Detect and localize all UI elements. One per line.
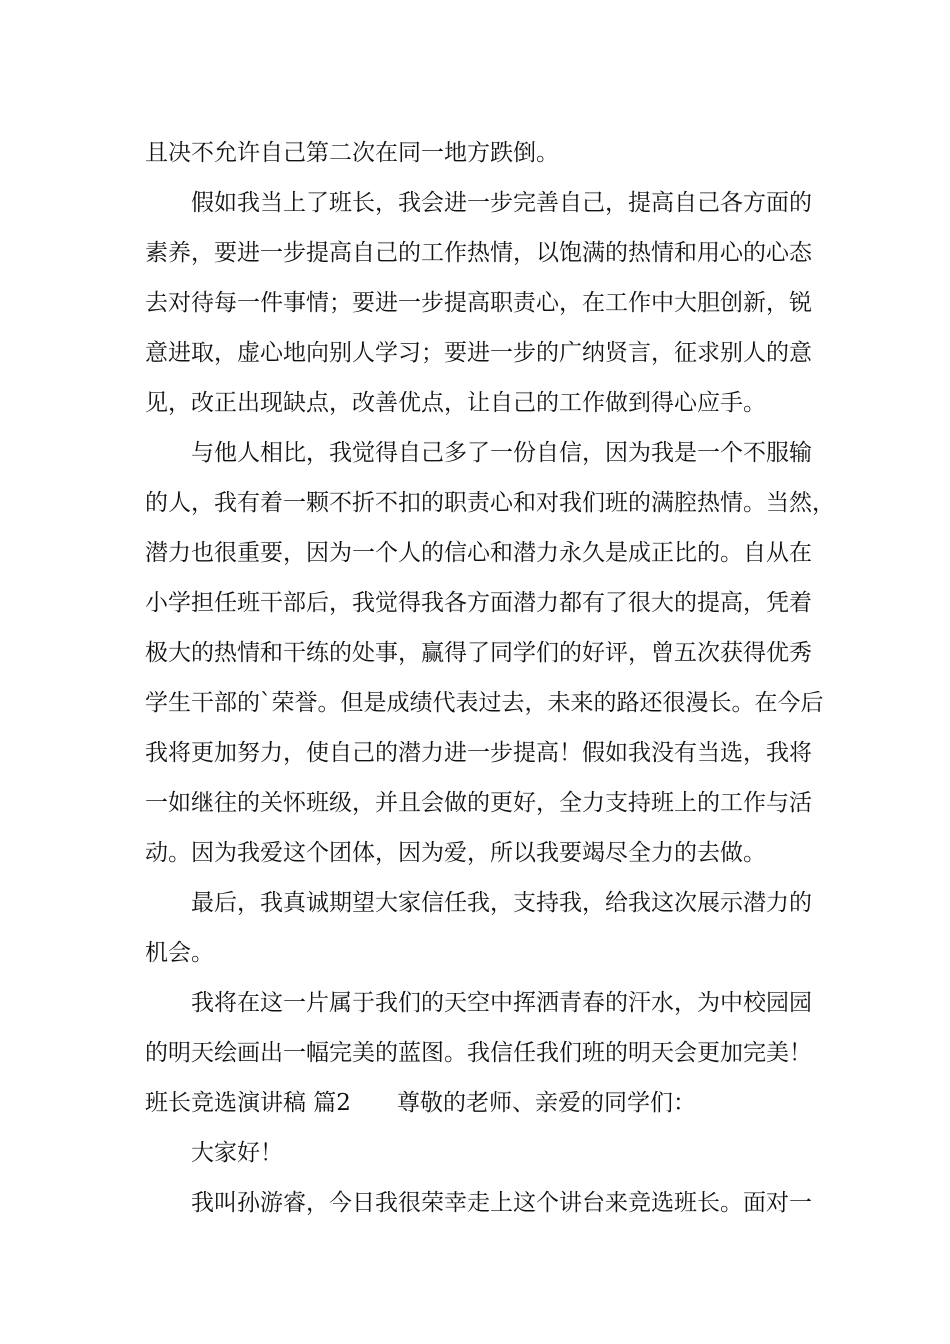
text-line: 去对待每一件事情；要进一步提高职责心，在工作中大胆创新，锐 [145,290,812,316]
text-line: 学生干部的`荣誉。但是成绩代表过去，未来的路还很漫长。在今后 [145,690,824,716]
text-line: 意进取，虚心地向别人学习；要进一步的广纳贤言，征求别人的意 [145,340,812,366]
text-line: 我将更加努力，使自己的潜力进一步提高！假如我没有当选，我将 [145,740,812,766]
section-heading-line: 班长竞选演讲稿 篇2 尊敬的老师、亲爱的同学们： [145,1090,696,1116]
greeting-line: 大家好！ [191,1140,283,1166]
text-line: 机会。 [145,940,214,966]
text-line: 的人，我有着一颗不折不扣的职责心和对我们班的满腔热情。当然， [145,490,835,516]
paragraph-first-line: 我将在这一片属于我们的天空中挥洒青春的汗水，为中校园园 [191,990,812,1016]
text-line: 且决不允许自己第二次在同一地方跌倒。 [145,140,559,166]
text-line: 见，改正出现缺点，改善优点，让自己的工作做到得心应手。 [145,390,766,416]
paragraph-first-line: 假如我当上了班长，我会进一步完善自己，提高自己各方面的 [191,190,812,216]
text-line: 的明天绘画出一幅完美的蓝图。我信任我们班的明天会更加完美！ [145,1040,812,1066]
text-line: 一如继往的关怀班级，并且会做的更好，全力支持班上的工作与活 [145,790,812,816]
text-line: 极大的热情和干练的处事，赢得了同学们的好评，曾五次获得优秀 [145,640,812,666]
paragraph-first-line: 与他人相比，我觉得自己多了一份自信，因为我是一个不服输 [191,440,812,466]
paragraph-first-line: 我叫孙游睿，今日我很荣幸走上这个讲台来竞选班长。面对一 [191,1190,812,1216]
text-line: 潜力也很重要，因为一个人的信心和潜力永久是成正比的。自从在 [145,540,812,566]
text-line: 动。因为我爱这个团体，因为爱，所以我要竭尽全力的去做。 [145,840,766,866]
document-body [145,128,835,1228]
text-line: 小学担任班干部后，我觉得我各方面潜力都有了很大的提高，凭着 [145,590,812,616]
text-line: 素养，要进一步提高自己的工作热情，以饱满的热情和用心的心态 [145,240,812,266]
paragraph-first-line: 最后，我真诚期望大家信任我，支持我，给我这次展示潜力的 [191,890,812,916]
